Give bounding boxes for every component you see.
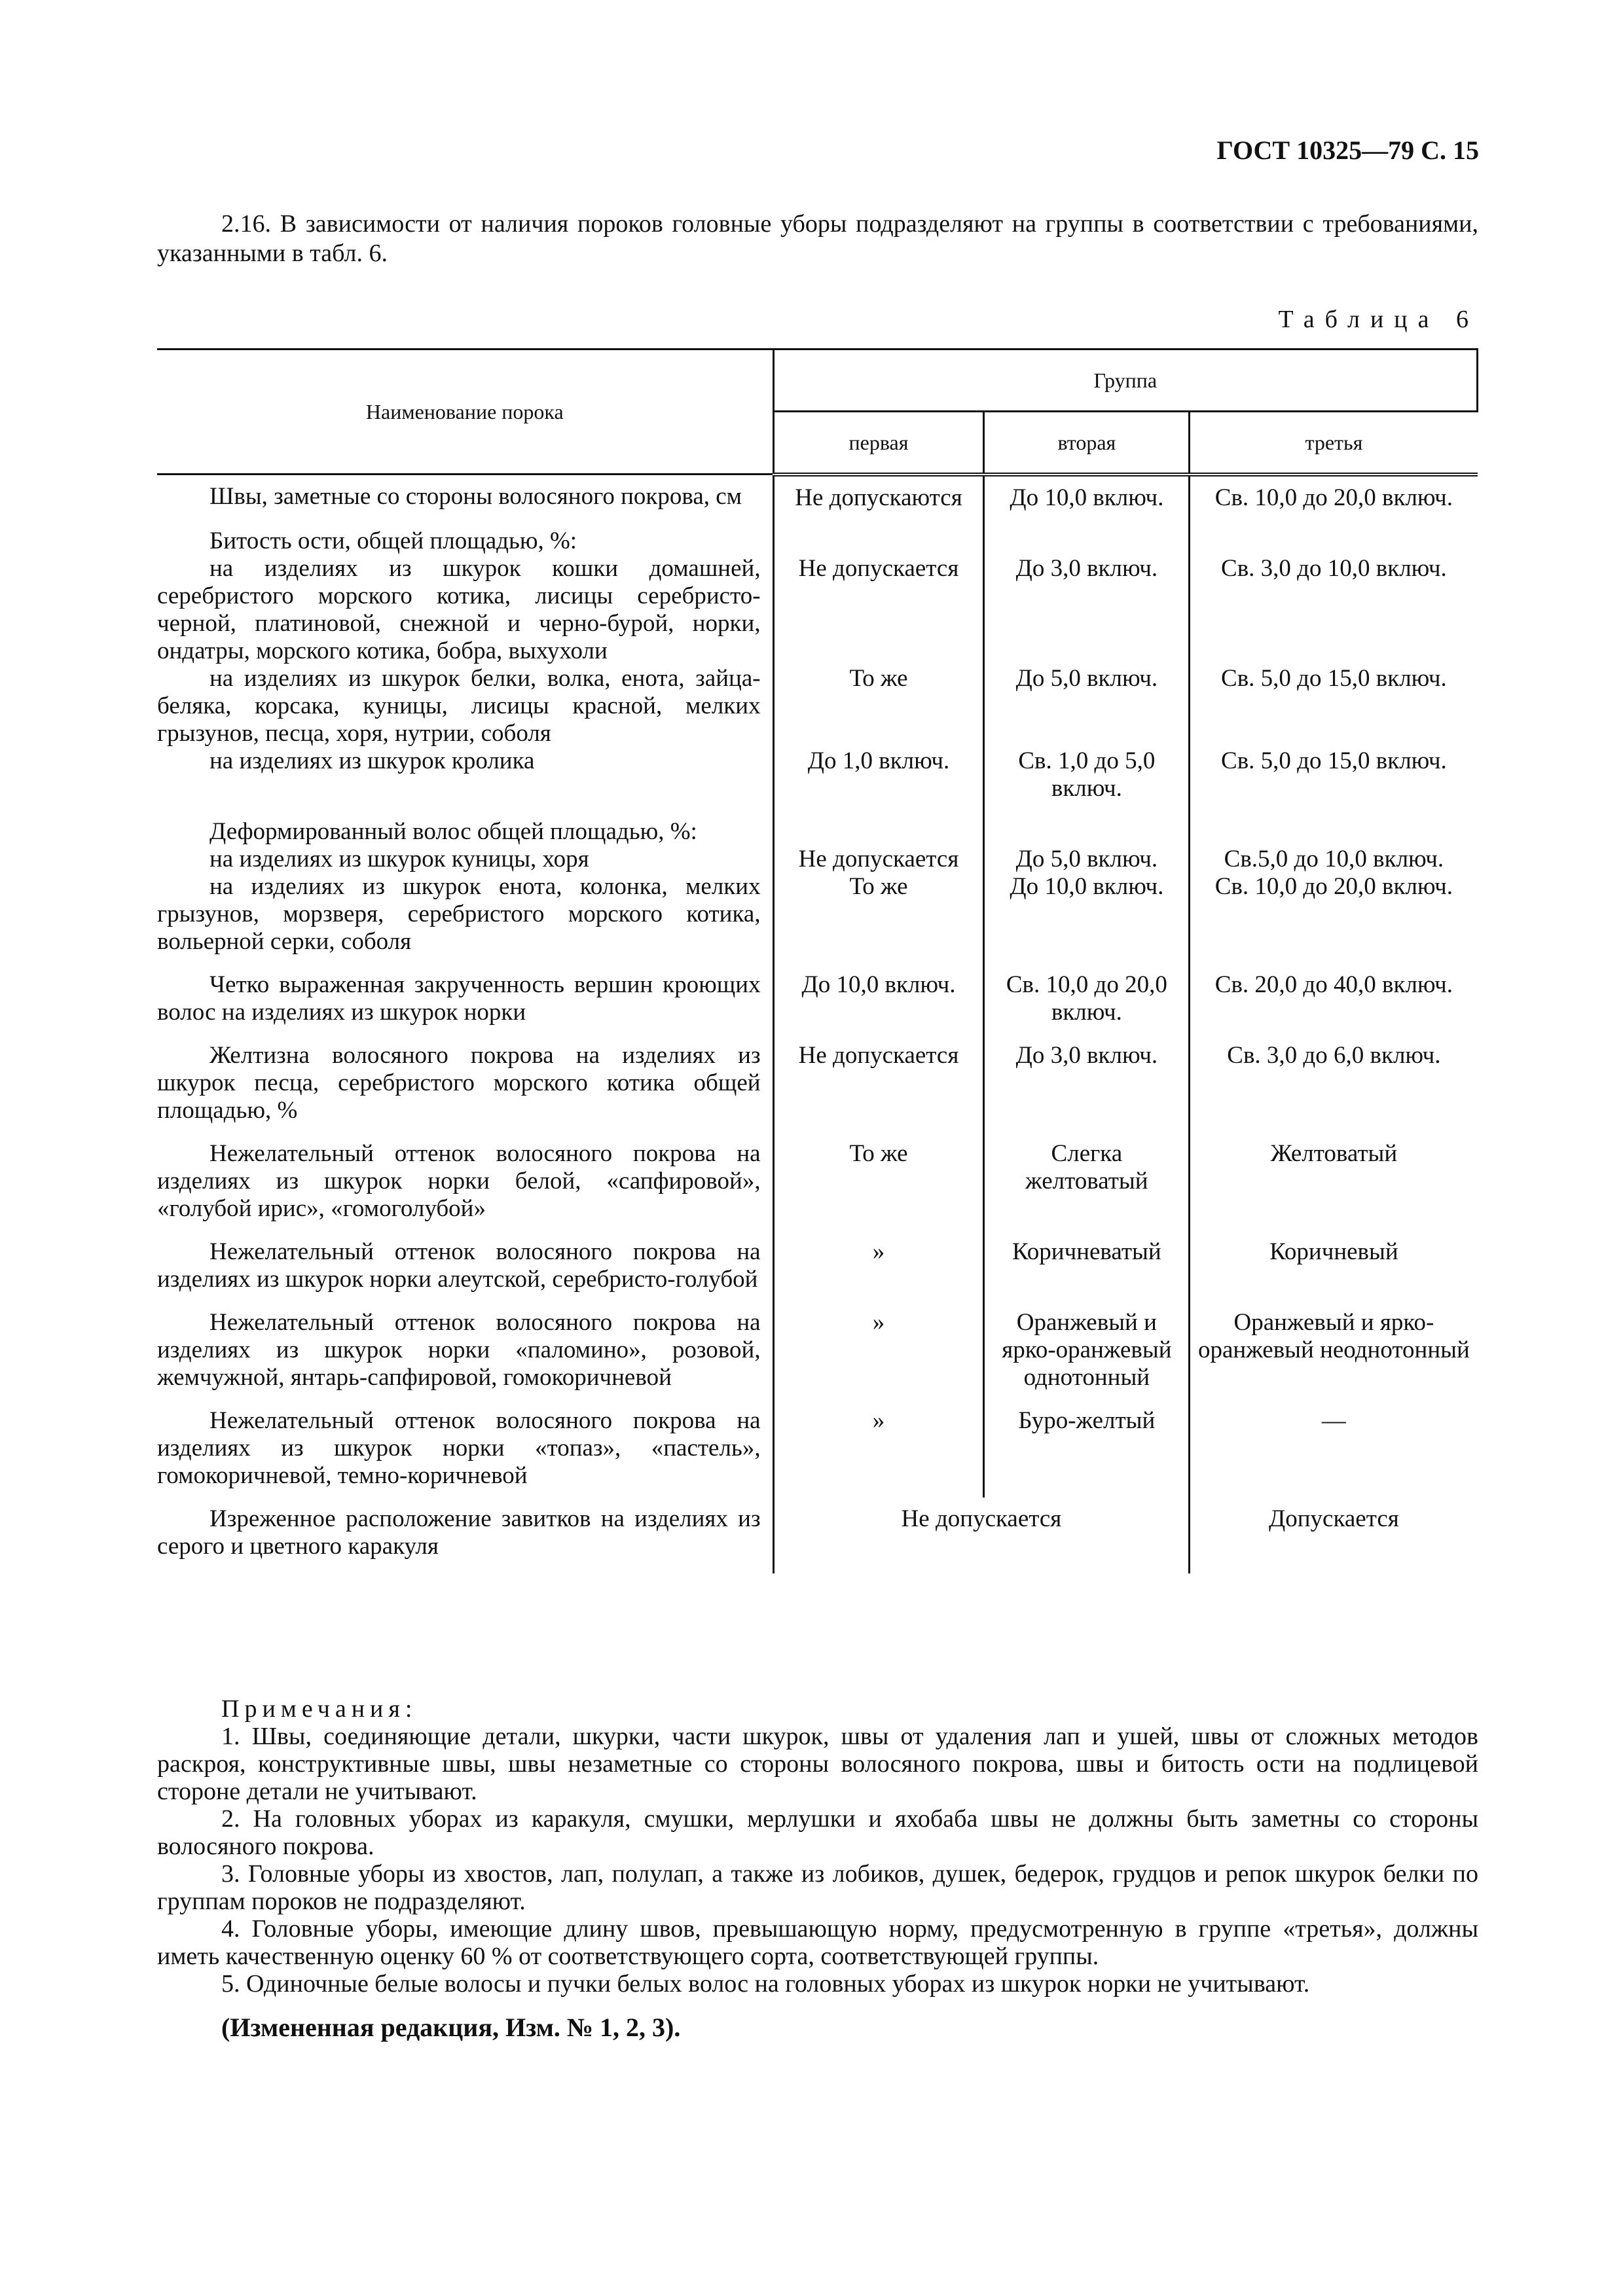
- table-row: [157, 1034, 1478, 1132]
- row-subitem: на изделиях из шкурок белки, волка, енота, зайца-беляка, корсака, куницы, лисицы красной, мелких грызунов, песца, хоря, нутрии, соболя: [157, 664, 761, 747]
- row-subitem: на изделиях из шкурок кролика: [210, 747, 535, 774]
- cell-third: —: [1321, 1407, 1346, 1434]
- column-header-group: Группа: [773, 350, 1477, 412]
- cell-third: Св. 20,0 до 40,0 включ.: [1214, 971, 1453, 998]
- cell-third: Св. 10,0 до 20,0 включ.: [1214, 484, 1453, 511]
- table-row: [157, 1230, 1478, 1301]
- table-row: [157, 1399, 1478, 1498]
- row-name: Швы, заметные со стороны волосяного покрова, см: [210, 483, 742, 510]
- row-name: Битость ости, общей площадью, %:: [210, 527, 577, 554]
- cell-second: Буро-желтый: [1018, 1407, 1156, 1434]
- row-name: Нежелательный оттенок волосяного покрова на изделиях из шкурок норки «топаз», «пастель», гомокоричневой, темно-коричневой: [157, 1407, 761, 1489]
- cell-first: »: [872, 1238, 885, 1265]
- note-item: 1. Швы, соединяющие детали, шкурки, части шкурок, швы от удаления лап и ушей, швы от сложных методов раскроя, конструктивные швы, швы незаметные со стороны волосяного покрова, швы и битость ости на подлицевой стороне детали не учитывают.: [157, 1723, 1478, 1805]
- row-name: Нежелательный оттенок волосяного покрова на изделиях из шкурок норки белой, «сапфировой», «голубой ирис», «гомоголубой»: [157, 1139, 761, 1222]
- cell-third: Св.5,0 до 10,0 включ.: [1224, 845, 1444, 872]
- cell-third: Св. 10,0 до 20,0 включ.: [1214, 872, 1453, 900]
- cell-first: Не допускается: [798, 845, 959, 872]
- cell-third: Коричневый: [1269, 1238, 1398, 1265]
- row-name: Нежелательный оттенок волосяного покрова на изделиях из шкурок норки алеутской, серебристо-голубой: [157, 1238, 761, 1293]
- table-row: [157, 963, 1478, 1034]
- cell-second: Св. 1,0 до 5,0 включ.: [1018, 747, 1156, 802]
- row-subitem: на изделиях из шкурок куницы, хоря: [210, 845, 589, 872]
- cell-second: До 5,0 включ.: [1015, 664, 1158, 692]
- cell-second: До 3,0 включ.: [1015, 554, 1158, 582]
- table-row: [157, 475, 1478, 520]
- cell-second: Оранжевый и ярко-оранжевый однотонный: [1002, 1308, 1172, 1391]
- cell-second: Коричневатый: [1012, 1238, 1161, 1265]
- cell-third: Св. 5,0 до 15,0 включ.: [1221, 747, 1447, 774]
- cell-first: Не допускается: [798, 1041, 959, 1069]
- page-header: ГОСТ 10325—79 С. 15: [1216, 135, 1479, 165]
- amendment-note: (Измененная редакция, Изм. № 1, 2, 3).: [221, 2013, 681, 2042]
- table-row: [157, 810, 1478, 963]
- cell-first: »: [872, 1308, 885, 1336]
- table-label: Таблица 6: [1278, 306, 1479, 333]
- cell-first: То же: [849, 664, 908, 692]
- cell-third: Оранжевый и ярко-оранжевый неоднотонный: [1197, 1308, 1470, 1363]
- cell-third: Допускается: [1269, 1505, 1399, 1532]
- table-row: [157, 1498, 1478, 1573]
- table-row: [157, 1132, 1478, 1230]
- cell-second: До 10,0 включ.: [1010, 872, 1164, 900]
- defects-table: [157, 348, 1478, 1573]
- column-header-first: первая: [773, 411, 984, 474]
- cell-second: Св. 10,0 до 20,0 включ.: [1006, 971, 1167, 1026]
- row-name: Деформированный волос общей площадью, %:: [210, 817, 697, 845]
- cell-first: То же: [849, 1139, 908, 1167]
- intro-paragraph: 2.16. В зависимости от наличия пороков головные уборы подразделяют на группы в соответствии с требованиями, указанными в табл. 6.: [157, 210, 1478, 267]
- table-row: [157, 520, 1478, 810]
- cell-second: До 3,0 включ.: [1015, 1041, 1158, 1069]
- cell-third: Св. 5,0 до 15,0 включ.: [1221, 664, 1447, 692]
- row-subitem: на изделиях из шкурок енота, колонка, мелких грызунов, морзверя, серебристого морского котика, вольерной серки, соболя: [157, 872, 761, 955]
- cell-second: До 10,0 включ.: [1010, 484, 1164, 511]
- cell-first: До 10,0 включ.: [801, 971, 956, 998]
- cell-second: До 5,0 включ.: [1015, 845, 1158, 872]
- note-item: 2. На головных уборах из каракуля, смушки, мерлушки и яхобаба швы не должны быть заметны со стороны волосяного покрова.: [157, 1805, 1478, 1860]
- notes-title: Примечания:: [221, 1695, 418, 1723]
- row-name: Нежелательный оттенок волосяного покрова на изделиях из шкурок норки «паломино», розовой, жемчужной, янтарь-сапфировой, гомокоричневой: [157, 1308, 761, 1391]
- column-header-name: Наименование порока: [157, 350, 773, 475]
- row-name: Желтизна волосяного покрова на изделиях из шкурок песца, серебристого морского котика общей площадью, %: [157, 1041, 761, 1124]
- column-header-third: третья: [1190, 411, 1478, 474]
- notes-section: [157, 1695, 1478, 1998]
- row-name: Изреженное расположение завитков на изделиях из серого и цветного каракуля: [157, 1505, 761, 1560]
- column-header-second: вторая: [984, 411, 1190, 474]
- row-subitem: на изделиях из шкурок кошки домашней, серебристого морского котика, лисицы серебристо-черной, платиновой, снежной и черно-бурой, норки, ондатры, морского котика, бобра, выхухоли: [157, 554, 761, 664]
- cell-first: Не допускается: [798, 554, 959, 582]
- cell-first-second: Не допускается: [901, 1505, 1062, 1532]
- table-row: [157, 1301, 1478, 1399]
- cell-third: Желтоватый: [1270, 1139, 1398, 1167]
- cell-first: То же: [849, 872, 908, 900]
- cell-first: Не допускаются: [795, 484, 962, 511]
- cell-third: Св. 3,0 до 10,0 включ.: [1221, 554, 1447, 582]
- note-item: 4. Головные уборы, имеющие длину швов, превышающую норму, предусмотренную в группе «третья», должны иметь качественную оценку 60 % от соответствующего сорта, соответствующей группы.: [157, 1915, 1478, 1970]
- row-name: Четко выраженная закрученность вершин кроющих волос на изделиях из шкурок норки: [157, 971, 761, 1026]
- cell-first: »: [872, 1407, 885, 1434]
- cell-third: Св. 3,0 до 6,0 включ.: [1227, 1041, 1441, 1069]
- cell-second: Слегка желтоватый: [1025, 1139, 1148, 1194]
- note-item: 5. Одиночные белые волосы и пучки белых волос на головных уборах из шкурок норки не учитывают.: [221, 1970, 1310, 1998]
- note-item: 3. Головные уборы из хвостов, лап, полулап, а также из лобиков, душек, бедерок, грудцов и репок шкурок белки по группам пороков не подразделяют.: [157, 1860, 1478, 1915]
- cell-first: До 1,0 включ.: [807, 747, 950, 774]
